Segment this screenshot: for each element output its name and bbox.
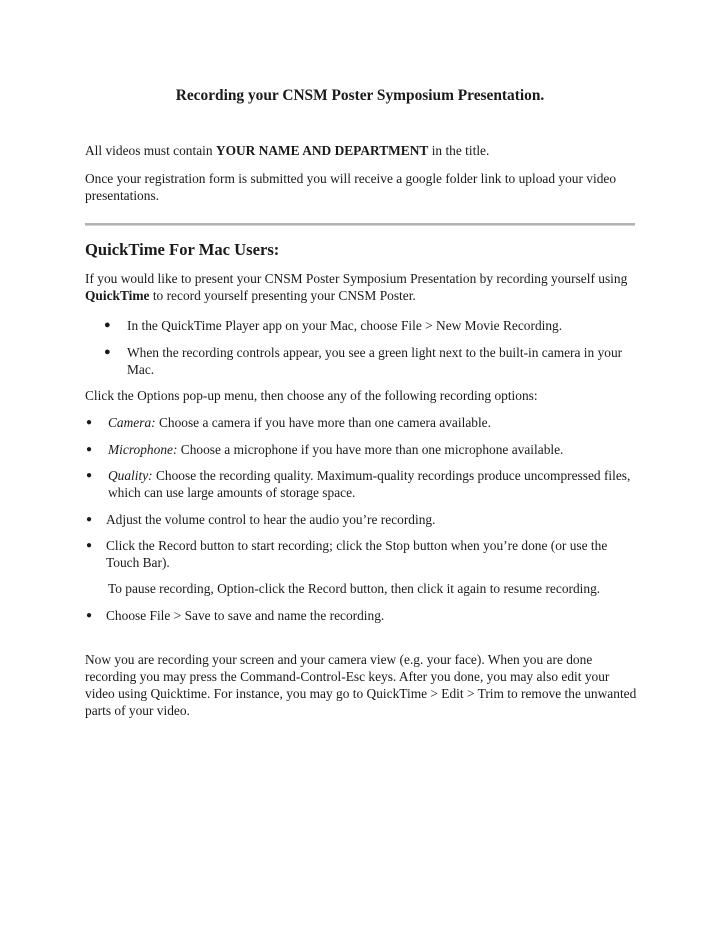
list-item bbox=[86, 511, 646, 528]
list-item bbox=[86, 607, 646, 624]
intro-bold-text: YOUR NAME AND DEPARTMENT bbox=[215, 143, 429, 158]
closing-paragraph: Now you are recording your screen and your camera view (e.g. your face). When you are done recording you may press the Command-Control-Esc keys. After you done, you may also edit your video using Quicktime. For instance, you may go to QuickTime > Edit > Trim to remove the unwanted parts of your video. bbox=[85, 652, 637, 718]
pause-note: To pause recording, Option-click the Record button, then click it again to resume recording. bbox=[108, 581, 601, 596]
intro-text: All videos must contain bbox=[85, 143, 216, 158]
bullet-icon: ● bbox=[86, 610, 93, 621]
bullet-icon: ● bbox=[104, 346, 111, 358]
bullet-icon: ● bbox=[86, 540, 93, 551]
list-item bbox=[104, 344, 627, 378]
option-description: Choose the recording quality. Maximum-quality recordings produce uncompressed files, which can use large amounts of storage space. bbox=[108, 468, 631, 500]
option-term: Quality: bbox=[108, 468, 153, 483]
list-item bbox=[86, 467, 638, 501]
options-intro-paragraph: Click the Options pop-up menu, then choose any of the following recording options: bbox=[85, 388, 538, 403]
option-term: Camera: bbox=[108, 415, 156, 430]
list-item-text bbox=[108, 414, 648, 431]
list-item-text: Adjust the volume control to hear the audio you’re recording. bbox=[106, 512, 436, 527]
list-item-text: In the QuickTime Player app on your Mac, choose File > New Movie Recording. bbox=[127, 318, 563, 333]
intro-text-end: in the title. bbox=[428, 143, 490, 158]
para-text: If you would like to present your CNSM Poster Symposium Presentation by recording yourself using bbox=[85, 271, 628, 286]
document-title: Recording your CNSM Poster Symposium Presentation. bbox=[175, 87, 545, 104]
option-description: Choose a microphone if you have more than one microphone available. bbox=[177, 442, 564, 457]
horizontal-divider bbox=[85, 223, 635, 226]
list-item-text: Choose File > Save to save and name the recording. bbox=[106, 608, 385, 623]
list-item-text: Click the Record button to start recording; click the Stop button when you’re done (or use the Touch Bar). bbox=[106, 538, 608, 570]
para-bold-text: QuickTime bbox=[85, 288, 150, 303]
list-item bbox=[104, 317, 627, 334]
bullet-icon: ● bbox=[86, 417, 93, 428]
list-item-text bbox=[108, 441, 648, 458]
option-term: Microphone: bbox=[108, 442, 178, 457]
list-item bbox=[86, 537, 626, 571]
list-item-text: When the recording controls appear, you see a green light next to the built-in camera in your Mac. bbox=[127, 345, 623, 377]
list-item bbox=[86, 441, 648, 458]
intro-paragraph-upload: Once your registration form is submitted you will receive a google folder link to upload your video presentations. bbox=[85, 171, 617, 203]
bullet-icon: ● bbox=[86, 444, 93, 455]
intro-paragraph-name-requirement bbox=[85, 142, 645, 159]
option-description: Choose a camera if you have more than one camera available. bbox=[155, 415, 491, 430]
bullet-icon: ● bbox=[86, 470, 93, 481]
quicktime-intro-paragraph bbox=[85, 270, 640, 304]
list-item bbox=[86, 414, 648, 431]
bullet-icon: ● bbox=[86, 514, 93, 525]
bullet-icon: ● bbox=[104, 319, 111, 331]
list-item-text bbox=[108, 467, 638, 501]
section-heading: QuickTime For Mac Users: bbox=[85, 240, 280, 259]
para-text-end: to record yourself presenting your CNSM Poster. bbox=[149, 288, 416, 303]
